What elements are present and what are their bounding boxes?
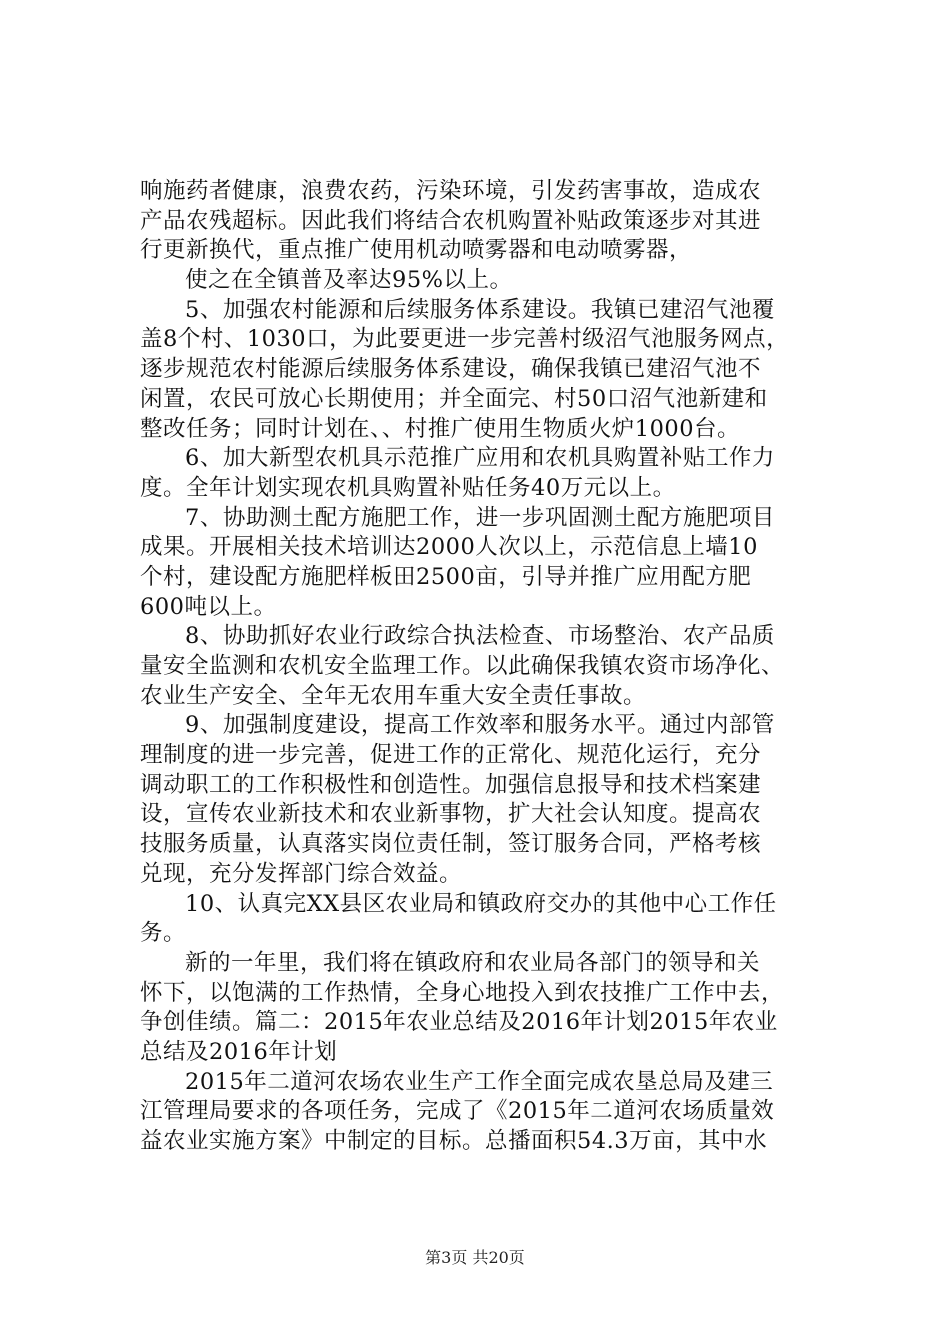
text-line: 10、认真完XX县区农业局和镇政府交办的其他中心工作任 [185, 890, 777, 917]
text-line: 总结及2016年计划 [140, 1038, 338, 1065]
text-line: 新的一年里，我们将在镇政府和农业局各部门的领导和关 [185, 949, 761, 976]
text-line: 争创佳绩。篇二：2015年农业总结及2016年计划2015年农业 [140, 1009, 778, 1036]
page-footer [0, 1245, 950, 1268]
text-line: 调动职工的工作积极性和创造性。加强信息报导和技术档案建 [140, 771, 762, 798]
text-line: 技服务质量，认真落实岗位责任制，签订服务合同，严格考核 [140, 831, 762, 858]
text-line: 务。 [140, 920, 187, 947]
text-line: 5、加强农村能源和后续服务体系建设。我镇已建沼气池覆 [185, 296, 775, 323]
text-line: 量安全监测和农机安全监理工作。以此确保我镇农资市场净化、 [140, 653, 785, 679]
text-line: 盖8个村、1030口，为此要更进一步完善村级沼气池服务网点， [140, 326, 790, 353]
text-line: 产品农残超标。因此我们将结合农机购置补贴政策逐步对其进 [140, 207, 762, 234]
text-line: 行更新换代，重点推广使用机动喷雾器和电动喷雾器， [140, 237, 693, 264]
text-line: 2015年二道河农场农业生产工作全面完成农垦总局及建三 [185, 1068, 774, 1095]
text-line: 9、加强制度建设，提高工作效率和服务水平。通过内部管 [185, 712, 775, 739]
text-line: 个村，建设配方施肥样板田2500亩，引导并推广应用配方肥 [140, 563, 752, 590]
text-line: 设，宣传农业新技术和农业新事物，扩大社会认知度。提高农 [140, 801, 762, 828]
text-line: 农业生产安全、全年无农用车重大安全责任事故。 [140, 682, 647, 709]
text-line: 6、加大新型农机具示范推广应用和农机具购置补贴工作力 [185, 445, 775, 472]
document-body [140, 177, 840, 1157]
text-line: 成果。开展相关技术培训达2000人次以上，示范信息上墙10 [140, 534, 758, 561]
text-line: 整改任务；同时计划在、、村推广使用生物质火炉1000台。 [140, 415, 741, 442]
page-number-label: 第3页 共20页 [425, 1248, 525, 1267]
text-line: 怀下，以饱满的工作热情，全身心地投入到农技推广工作中去， [140, 979, 785, 1006]
text-line: 江管理局要求的各项任务，完成了《2015年二道河农场质量效 [140, 1098, 775, 1125]
text-line: 8、协助抓好农业行政综合执法检查、市场整治、农产品质 [185, 623, 775, 650]
text-line: 7、协助测土配方施肥工作，进一步巩固测土配方施肥项目 [185, 504, 775, 531]
text-line: 逐步规范农村能源后续服务体系建设，确保我镇已建沼气池不 [140, 356, 762, 383]
text-line: 兑现，充分发挥部门综合效益。 [140, 860, 463, 887]
text-line: 使之在全镇普及率达95%以上。 [185, 267, 513, 294]
text-line: 响施药者健康，浪费农药，污染环境，引发药害事故，造成农 [140, 178, 762, 204]
text-line: 600吨以上。 [140, 593, 277, 620]
text-line: 理制度的进一步完善，促进工作的正常化、规范化运行，充分 [140, 742, 762, 769]
text-line: 度。全年计划实现农机具购置补贴任务40万元以上。 [140, 474, 676, 501]
text-line: 闲置，农民可放心长期使用；并全面完、村50口沼气池新建和 [140, 385, 768, 412]
text-line: 益农业实施方案》中制定的目标。总播面积54.3万亩，其中水 [140, 1128, 768, 1154]
